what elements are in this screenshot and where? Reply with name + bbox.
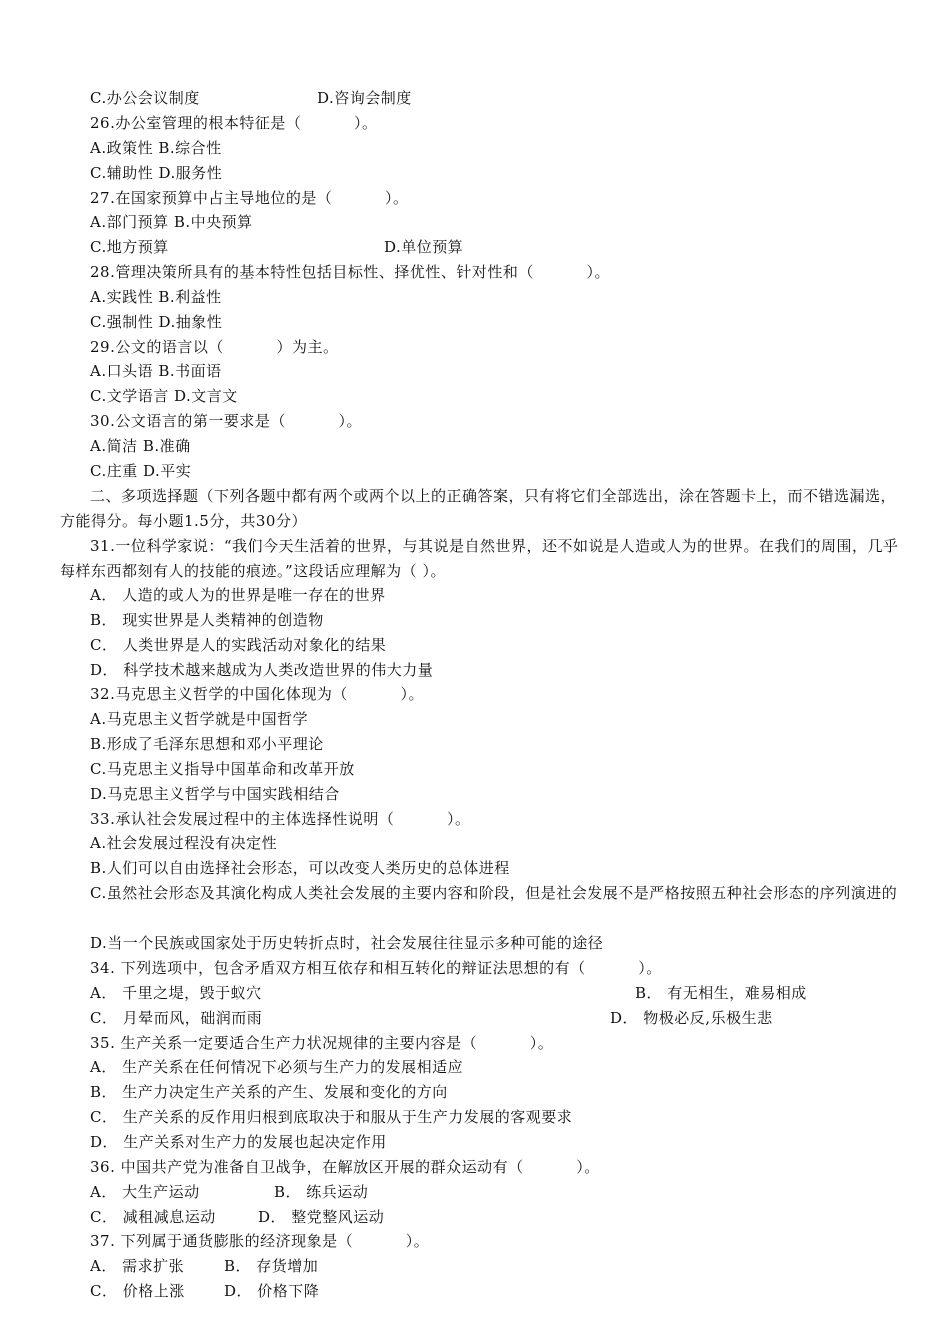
option-32-a: A.马克思主义哲学就是中国哲学 <box>90 710 309 728</box>
option-36-b: B． 练兵运动 <box>274 1183 369 1201</box>
option-31-b: B． 现实世界是人类精神的创造物 <box>90 611 324 629</box>
question-37: 37. 下列属于通货膨胀的经济现象是（ ）。 <box>90 1232 430 1250</box>
question-30: 30.公文语言的第一要求是（ ）。 <box>90 412 363 430</box>
option-34-d: D． 物极必反,乐极生悲 <box>610 1009 773 1027</box>
option-27-c: C.地方预算 <box>90 238 169 256</box>
option-36-c: C． 减租减息运动 <box>90 1208 216 1226</box>
option-c: C.办公会议制度 <box>90 89 200 107</box>
options-28-ab: A.实践性 B.利益性 <box>90 288 222 306</box>
option-33-d: D.当一个民族或国家处于历史转折点时，社会发展往往显示多种可能的途径 <box>90 934 604 952</box>
option-35-a: A． 生产关系在任何情况下必须与生产力的发展相适应 <box>90 1058 464 1076</box>
option-35-d: D． 生产关系对生产力的发展也起决定作用 <box>90 1133 387 1151</box>
option-34-b: B． 有无相生，难易相成 <box>635 984 807 1002</box>
question-35: 35. 生产关系一定要适合生产力状况规律的主要内容是（ ）。 <box>90 1034 554 1052</box>
options-26-cd: C.辅助性 D.服务性 <box>90 164 223 182</box>
option-34-c: C． 月晕而风，础润而雨 <box>90 1009 263 1027</box>
option-31-c: C． 人类世界是人的实践活动对象化的结果 <box>90 636 387 654</box>
question-31: 31.一位科学家说：“我们今天生活着的世界，与其说是自然世界，还不如说是人造或人为的世界。在我们的周围，几乎每样东西都刻有人的技能的痕迹。”这段话应理解为（ ）。 <box>60 537 899 580</box>
option-37-a: A． 需求扩张 <box>90 1257 185 1275</box>
options-26-ab: A.政策性 B.综合性 <box>90 139 222 157</box>
option-33-b: B.人们可以自由选择社会形态，可以改变人类历史的总体进程 <box>90 859 510 877</box>
question-28: 28.管理决策所具有的基本特性包括目标性、择优性、针对性和（ ）。 <box>90 263 611 281</box>
options-29-ab: A.口头语 B.书面语 <box>90 362 222 380</box>
option-36-a: A． 大生产运动 <box>90 1183 200 1201</box>
question-33: 33.承认社会发展过程中的主体选择性说明（ ）。 <box>90 810 471 828</box>
options-28-cd: C.强制性 D.抽象性 <box>90 313 223 331</box>
option-35-c: C． 生产关系的反作用归根到底取决于和服从于生产力发展的客观要求 <box>90 1108 573 1126</box>
option-34-a: A． 千里之堤，毁于蚁穴 <box>90 984 262 1002</box>
option-37-c: C． 价格上涨 <box>90 1282 185 1300</box>
question-34: 34. 下列选项中，包含矛盾双方相互依存和相互转化的辩证法思想的有（ ）。 <box>90 959 662 977</box>
option-35-b: B． 生产力决定生产关系的产生、发展和变化的方向 <box>90 1083 448 1101</box>
line-25-cd <box>90 88 200 108</box>
question-32: 32.马克思主义哲学的中国化体现为（ ）。 <box>90 685 425 703</box>
question-36: 36. 中国共产党为准备自卫战争，在解放区开展的群众运动有（ ）。 <box>90 1158 600 1176</box>
section-2-heading: 二、多项选择题（下列各题中都有两个或两个以上的正确答案，只有将它们全部选出，涂在答题卡上，而不错选漏选，方能得分。每小题1.5分，共30分） <box>60 487 897 530</box>
option-32-d: D.马克思主义哲学与中国实践相结合 <box>90 785 340 803</box>
option-37-d: D． 价格下降 <box>224 1282 320 1300</box>
options-30-cd: C.庄重 D.平实 <box>90 462 192 480</box>
option-36-d: D． 整党整风运动 <box>258 1208 385 1226</box>
options-30-ab: A.简洁 B.准确 <box>90 437 191 455</box>
question-27: 27.在国家预算中占主导地位的是（ ）。 <box>90 189 409 207</box>
option-37-b: B． 存货增加 <box>224 1257 319 1275</box>
option-d: D.咨询会制度 <box>317 89 412 107</box>
question-29: 29.公文的语言以（ ）为主。 <box>90 338 339 356</box>
question-26: 26.办公室管理的根本特征是（ ）。 <box>90 114 378 132</box>
option-27-d: D.单位预算 <box>384 238 464 256</box>
option-31-a: A． 人造的或人为的世界是唯一存在的世界 <box>90 586 386 604</box>
options-27-ab: A.部门预算 B.中央预算 <box>90 213 253 231</box>
options-29-cd: C.文学语言 D.文言文 <box>90 387 238 405</box>
option-32-c: C.马克思主义指导中国革命和改革开放 <box>90 760 355 778</box>
option-32-b: B.形成了毛泽东思想和邓小平理论 <box>90 735 324 753</box>
option-33-a: A.社会发展过程没有决定性 <box>90 834 278 852</box>
option-33-c: C.虽然社会形态及其演化构成人类社会发展的主要内容和阶段，但是社会发展不是严格按照五种社会形态的序列演进的 <box>90 884 898 902</box>
option-31-d: D． 科学技术越来越成为人类改造世界的伟大力量 <box>90 661 434 679</box>
